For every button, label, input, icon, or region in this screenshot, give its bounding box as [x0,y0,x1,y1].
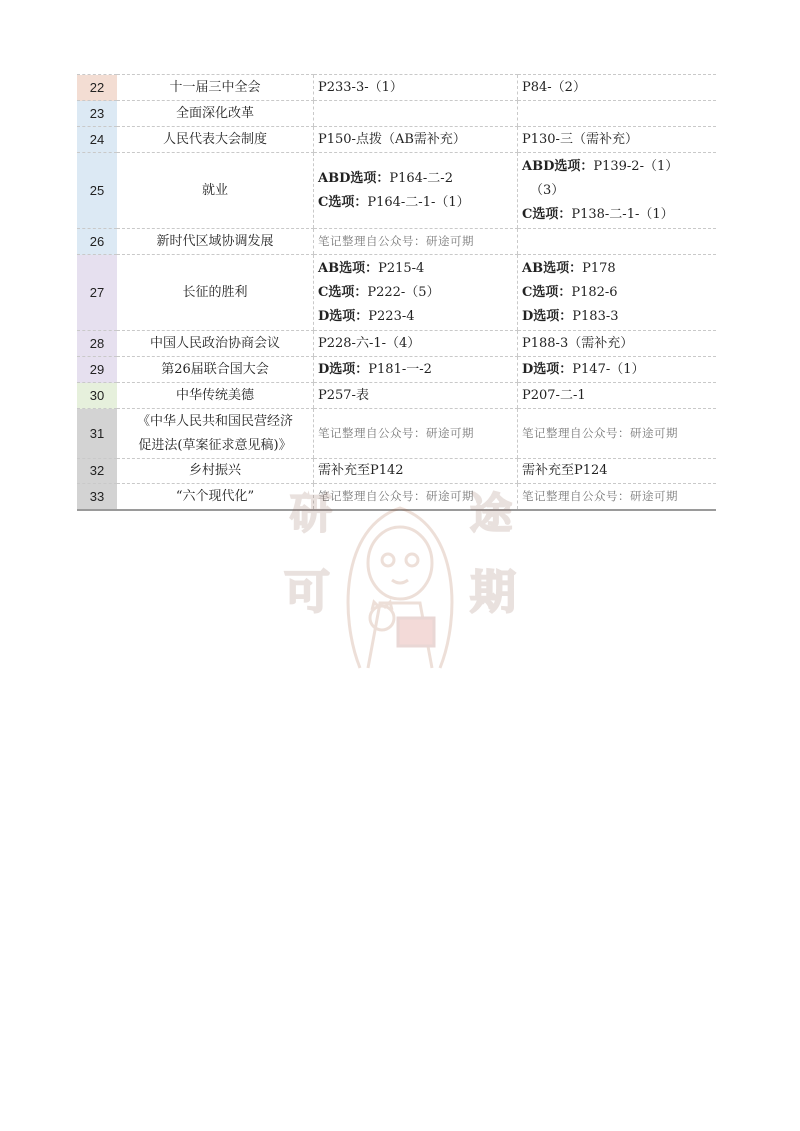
option-label: C选项： [318,284,368,300]
watermark-char-2: 途 [470,489,513,538]
textbook-ref-cell-b [518,484,717,511]
page-reference: P147-（1） [572,361,645,377]
row-number: 25 [77,153,117,229]
table-row [77,229,716,255]
page-reference: P233-3-（1） [318,79,403,95]
option-label: ABD选项： [318,170,390,186]
page-reference: P207-二-1 [522,387,586,403]
ref-line [522,421,712,446]
topic-cell [117,409,314,459]
textbook-ref-cell-b [518,153,717,229]
ref-line [522,155,712,179]
topic-cell [117,383,314,409]
table-row [77,331,716,357]
watermark-char-4: 期 [470,565,516,619]
option-label: D选项： [318,361,369,377]
page-reference: P138-二-1-（1） [571,206,674,222]
topic-cell [117,255,314,331]
page-reference: P223-4 [368,308,415,324]
textbook-ref-cell-a [314,255,518,331]
page-reference: P139-2-（1） [593,158,679,174]
option-label: D选项： [522,361,573,377]
watermark-note: 笔记整理自公众号：研途可期 [522,426,678,440]
topic-text: 人民代表大会制度 [162,131,267,147]
page-reference: P257-表 [318,387,369,403]
ref-line [318,358,513,382]
ref-line [522,332,712,356]
row-number: 24 [77,127,117,153]
textbook-ref-cell-a [314,229,518,255]
row-number: 31 [77,409,117,459]
row-number: 27 [77,255,117,331]
topic-text: 第26届联合国大会 [161,361,269,377]
page-reference: P164-二-2 [389,170,453,186]
ref-line [318,191,513,215]
textbook-ref-cell-b [518,383,717,409]
table-row [77,409,716,459]
textbook-ref-cell-a [314,357,518,383]
topic-text: 《中华人民共和国民营经济 [136,413,293,429]
ref-line [522,484,712,509]
page-reference: P215-4 [378,260,425,276]
topic-text: 长征的胜利 [182,284,248,300]
ref-line [522,179,712,203]
textbook-ref-cell-a [314,409,518,459]
table-row [77,357,716,383]
row-number: 28 [77,331,117,357]
ref-line [522,459,712,483]
option-label: C选项： [522,284,572,300]
ref-line [522,358,712,382]
topic-text: “六个现代化” [175,488,255,504]
textbook-ref-cell-b [518,127,717,153]
table-row [77,383,716,409]
option-label: C选项： [318,194,368,210]
option-label: C选项： [522,206,572,222]
table-row [77,127,716,153]
topic-text: 乡村振兴 [188,463,241,478]
textbook-ref-cell-a [314,101,518,127]
page-reference: P164-二-1-（1） [367,194,470,210]
row-number: 33 [77,484,117,511]
topic-text: 中国人民政治协商会议 [149,335,280,351]
ref-line [318,305,513,329]
option-label: AB选项： [522,260,583,276]
topic-text: 十一届三中全会 [169,79,261,95]
page-reference: （3） [530,182,565,198]
textbook-ref-cell-b [518,459,717,484]
ref-line [522,281,712,305]
row-number: 29 [77,357,117,383]
reference-table [77,74,716,511]
topic-cell [117,153,314,229]
watermark-char-1: 研 [290,489,333,538]
textbook-ref-cell-b [518,75,717,101]
ref-line [522,384,712,408]
topic-text: 全面深化改革 [175,105,254,121]
option-label: D选项： [522,308,573,324]
textbook-ref-cell-b [518,357,717,383]
textbook-ref-cell-b [518,101,717,127]
page-reference: 需补充至P124 [522,463,608,478]
page-reference: P182-6 [571,284,618,300]
table-row [77,101,716,127]
textbook-ref-cell-a [314,331,518,357]
ref-line [318,229,513,254]
table-row [77,153,716,229]
ref-line [318,76,513,100]
textbook-ref-cell-a [314,153,518,229]
row-number: 22 [77,75,117,101]
watermark-note: 笔记整理自公众号：研途可期 [318,426,474,440]
table-row [77,75,716,101]
ref-line [318,384,513,408]
row-number: 30 [77,383,117,409]
topic-cell [117,127,314,153]
ref-line [522,203,712,227]
row-number: 26 [77,229,117,255]
page-reference: P84-（2） [522,79,586,95]
option-label: D选项： [318,308,369,324]
row-number: 32 [77,459,117,484]
textbook-ref-cell-b [518,409,717,459]
girl-with-book-icon [270,468,530,698]
topic-cell [117,229,314,255]
page-reference: P130-三（需补充） [522,131,638,147]
topic-cell [117,331,314,357]
topic-text: 就业 [201,182,228,198]
page-reference: P178 [582,260,616,276]
watermark-note: 笔记整理自公众号：研途可期 [318,234,474,248]
ref-line [318,167,513,191]
ref-line [318,257,513,281]
topic-text: 中华传统美德 [175,387,254,403]
page-reference: P228-六-1-（4） [318,335,421,351]
ref-line [522,76,712,100]
page-reference: P181-一-2 [368,361,432,377]
topic-cell [117,357,314,383]
topic-text: 促进法(草案征求意见稿)》 [138,437,292,453]
reference-table-body [77,75,716,511]
textbook-ref-cell-b [518,255,717,331]
topic-cell [117,75,314,101]
ref-line [318,332,513,356]
textbook-ref-cell-a [314,75,518,101]
ref-line [522,128,712,152]
page-reference: P188-3（需补充） [522,335,634,351]
page-reference: P222-（5） [367,284,440,300]
watermark-note: 笔记整理自公众号：研途可期 [522,489,678,503]
row-number: 23 [77,101,117,127]
page-reference: P150-点拨（AB需补充） [318,131,466,147]
option-label: ABD选项： [522,158,594,174]
topic-text: 新时代区域协调发展 [156,233,274,249]
textbook-ref-cell-a [314,383,518,409]
textbook-ref-cell-b [518,331,717,357]
watermark-logo [270,468,530,698]
option-label: AB选项： [318,260,379,276]
page-reference: 需补充至P142 [318,463,404,478]
ref-line [522,257,712,281]
table-row [77,255,716,331]
ref-line [522,305,712,329]
ref-line [318,421,513,446]
topic-cell [117,101,314,127]
ref-line [318,128,513,152]
textbook-ref-cell-a [314,127,518,153]
watermark-char-3: 可 [284,565,330,619]
watermark-note: 笔记整理自公众号：研途可期 [318,489,474,503]
ref-line [318,281,513,305]
page-reference: P183-3 [572,308,619,324]
textbook-ref-cell-b [518,229,717,255]
